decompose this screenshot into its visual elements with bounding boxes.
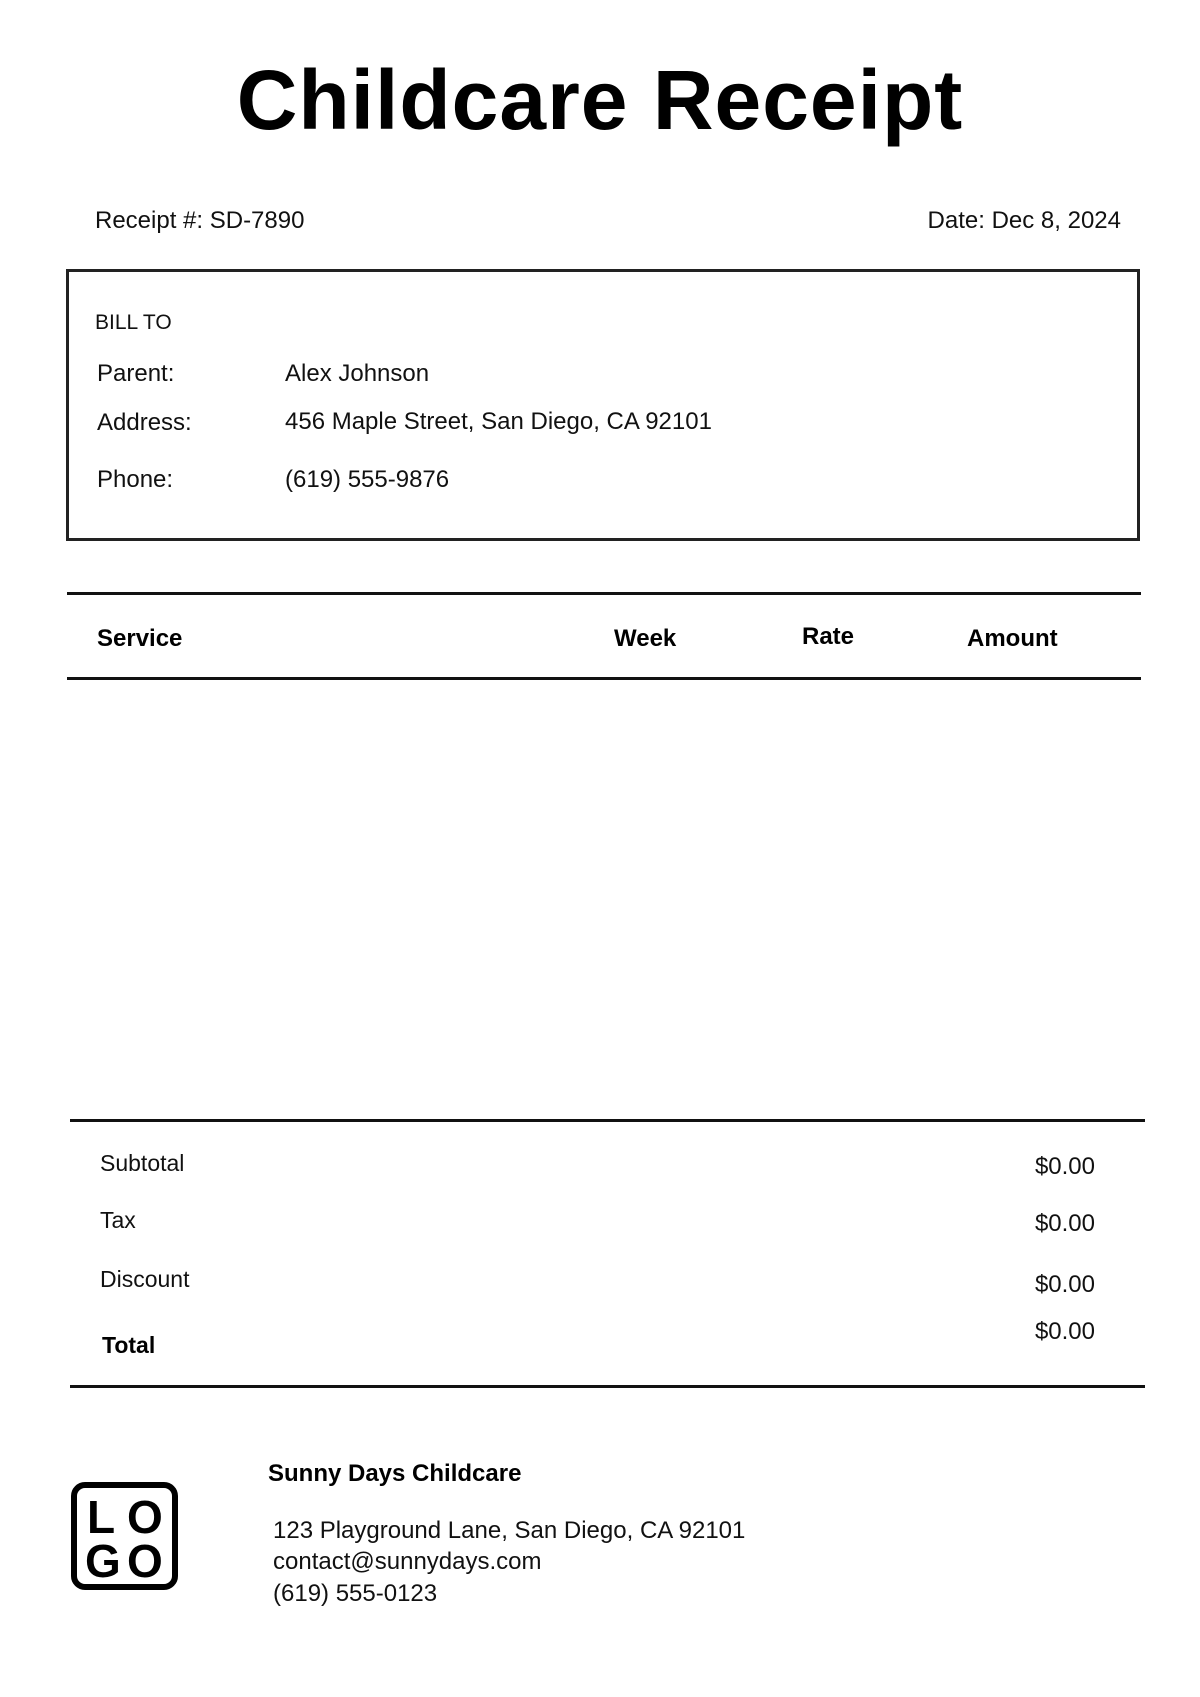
table-header-divider [67,677,1141,680]
total-value: $0.00 [1034,1318,1095,1345]
parent-label: Parent: [97,360,175,387]
totals-bottom-divider [70,1385,1145,1388]
tax-label: Tax [100,1207,136,1233]
header-service: Service [97,625,183,652]
receipt-date: Date: Dec 8, 2024 [927,207,1121,234]
header-rate: Rate [802,623,855,650]
phone-value: (619) 555-9876 [285,466,450,493]
company-name: Sunny Days Childcare [268,1460,522,1487]
tax-value: $0.00 [1034,1210,1095,1237]
company-address: 123 Playground Lane, San Diego, CA 92101 [273,1517,746,1544]
subtotal-label: Subtotal [100,1150,185,1176]
company-phone: (619) 555-0123 [273,1580,438,1607]
address-label: Address: [97,409,192,436]
receipt-number: Receipt #: SD-7890 [95,207,305,234]
discount-label: Discount [100,1266,190,1292]
bill-to-heading: BILL TO [95,311,172,334]
page-title: Childcare Receipt [236,53,964,147]
parent-value: Alex Johnson [285,360,430,387]
subtotal-value: $0.00 [1034,1153,1095,1180]
company-email: contact@sunnydays.com [273,1548,542,1575]
company-logo: L O G O [71,1482,178,1590]
address-value: 456 Maple Street, San Diego, CA 92101 [285,408,712,435]
totals-top-divider [70,1119,1145,1122]
header-week: Week [614,625,677,652]
bill-to-box [66,269,1140,541]
discount-value: $0.00 [1034,1271,1095,1298]
phone-label: Phone: [97,466,174,493]
header-amount: Amount [967,625,1058,652]
table-top-divider [67,592,1141,595]
total-label: Total [102,1332,156,1358]
